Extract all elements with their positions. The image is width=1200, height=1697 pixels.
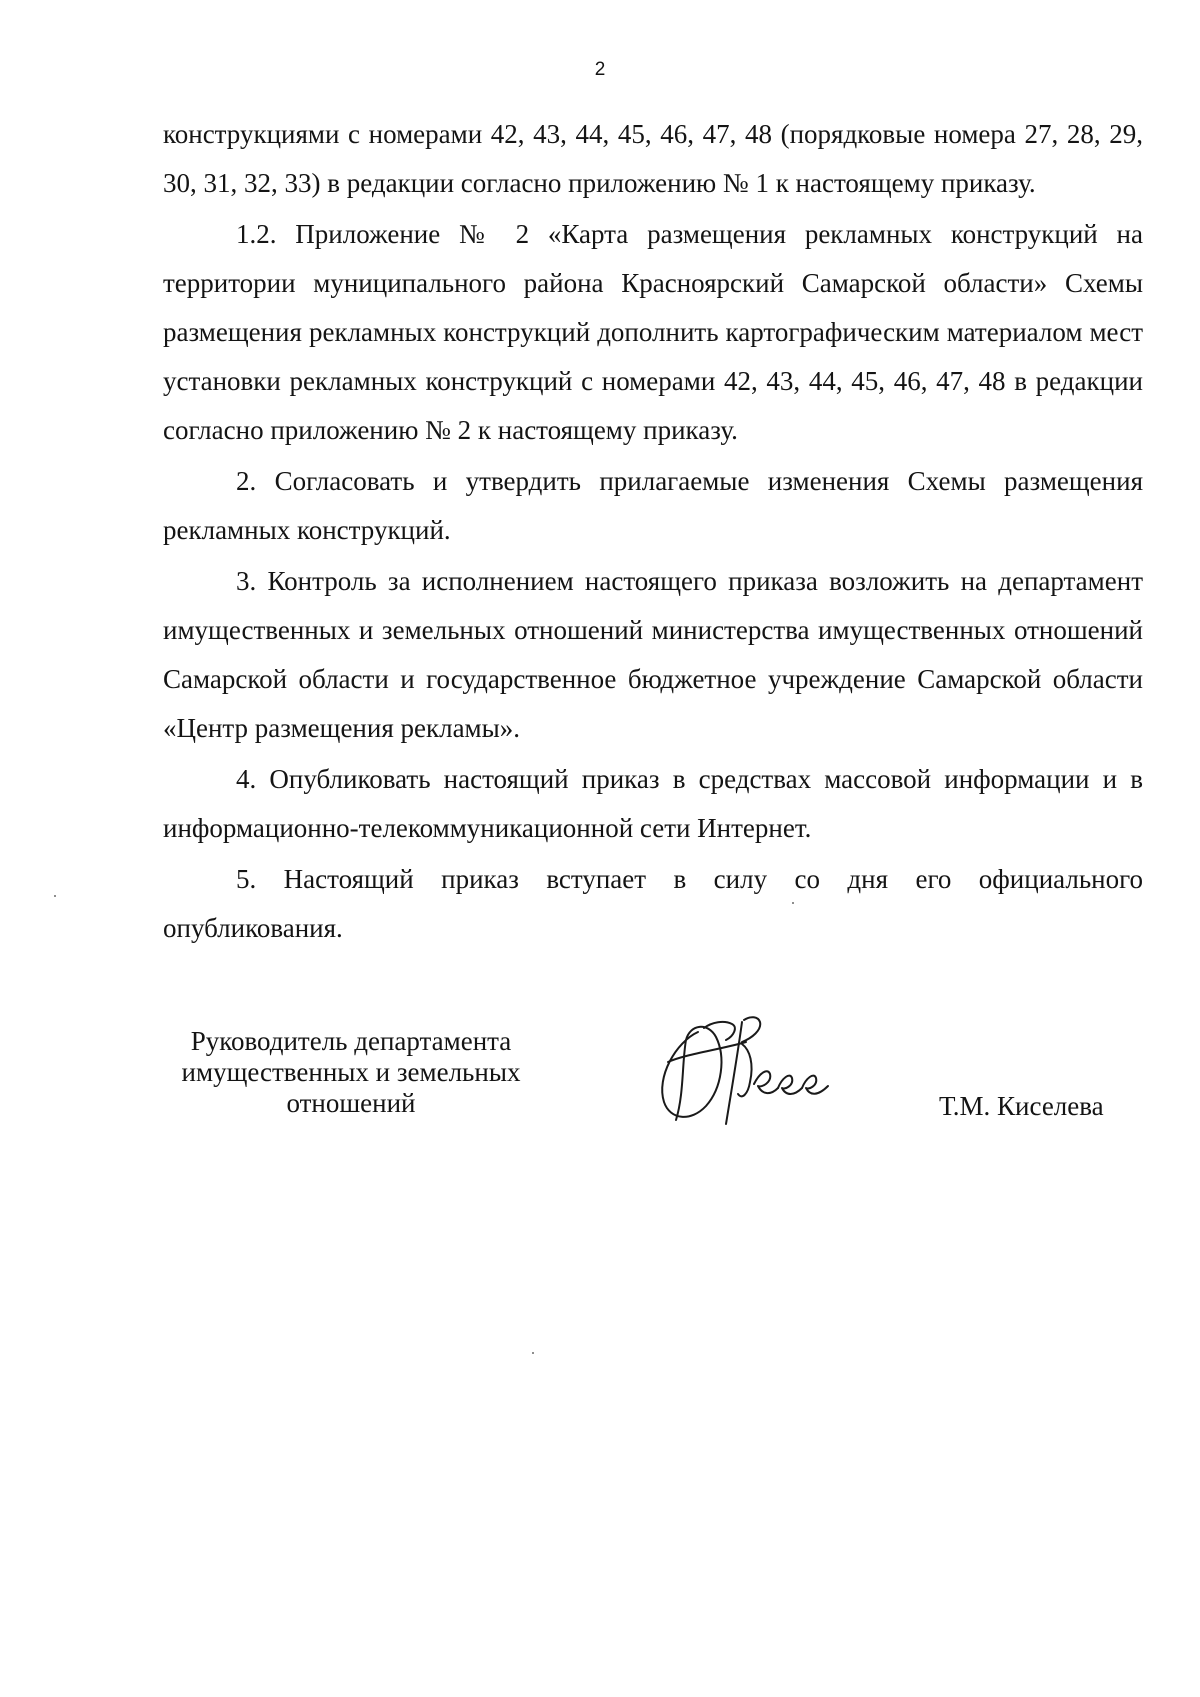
paragraph-5: 5. Настоящий приказ вступает в силу со дня его официального опубликования. (163, 864, 1143, 943)
paragraph-3: 3. Контроль за исполнением настоящего приказа возложить на департамент имущественных и земельных отношений министерства имущественных отношений Самарской области и государственное бюджетное учреждение Самарской области «Центр размещения рекламы». (163, 566, 1143, 743)
scan-speck (54, 895, 56, 897)
signatory-name: Т.М. Киселева (939, 1091, 1104, 1121)
position-line-2: имущественных и земельных (181, 1057, 521, 1087)
handwritten-signature-icon (646, 1002, 856, 1132)
position-line-3: отношений (286, 1088, 416, 1118)
scan-speck (532, 1352, 534, 1354)
paragraph-4: 4. Опубликовать настоящий приказ в средствах массовой информации и в информационно-телекоммуникационной сети Интернет. (163, 764, 1143, 843)
paragraph-1-2: 1.2. Приложение № 2 «Карта размещения рекламных конструкций на территории муниципального района Красноярский Самарской области» Схемы размещения рекламных конструкций дополнить картографическим материалом мест установки рекламных конструкций с номерами 42, 43, 44, 45, 46, 47, 48 в редакции согласно приложению № 2 к настоящему приказу. (163, 219, 1143, 445)
page-number: 2 (594, 59, 606, 80)
position-line-1: Руководитель департамента (190, 1026, 512, 1056)
document-body (163, 110, 1143, 953)
scan-speck (792, 902, 794, 904)
signatory-position (166, 1026, 536, 1119)
paragraph-2: 2. Согласовать и утвердить прилагаемые изменения Схемы размещения рекламных конструкций. (163, 466, 1143, 545)
paragraph-continuation: конструкциями с номерами 42, 43, 44, 45, 46, 47, 48 (порядковые номера 27, 28, 29, 30, 31, 32, 33) в редакции согласно приложению № 1 к настоящему приказу. (163, 119, 1143, 198)
